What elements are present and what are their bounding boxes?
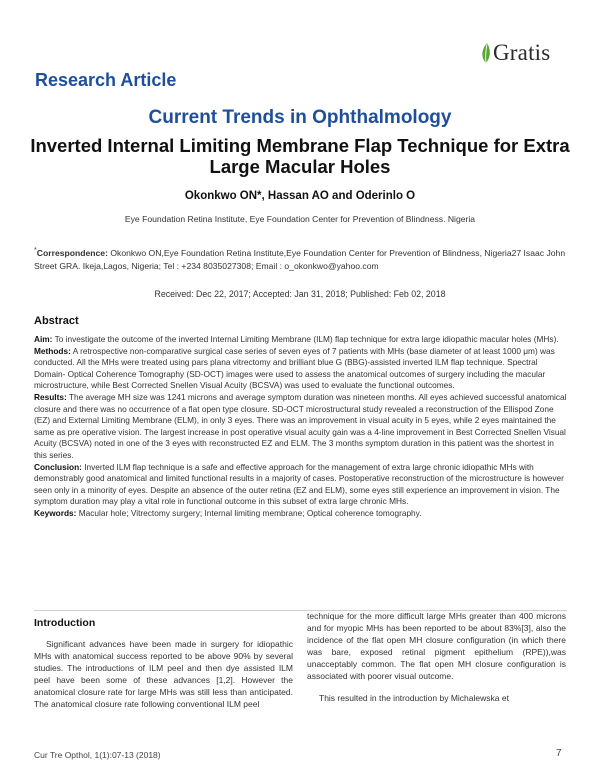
methods-text: A retrospective non-comparative surgical case series of seven eyes of 7 patients with MHs (base diameter of at least 1000 μm) was conducted. All the MHs were treated using pars plana vitrectomy and brilliant blue G (BBG)-assisted inverted ILM flap technique. Spectral Domain- Optical Coherence Tomography (SD-OCT) images were used to assess the anatomical outcomes of surgery including the macular microstructure, while Best Corrected Snellen Visual Acuity (BCSVA) was used to evaluate the functional outcomes. [34,345,555,391]
footer-citation: Cur Tre Opthol, 1(1):07-13 (2018) [34,750,161,760]
abstract-keywords [34,508,568,520]
authors: Okonkwo ON*, Hassan AO and Oderinlo O [184,190,416,202]
results-label: Results: [34,391,67,402]
introduction-heading: Introduction [34,617,96,629]
results-text: The average MH size was 1241 microns and average symptom duration was nineteen months. All eyes achieved successful anatomical closure and there was no occurrence of a flat open type closure. SD-OCT microstructural study revealed a reconstruction of the Ellispod Zone (EZ) and External Limiting Membrane (ELM), in only 3 eyes. There was an improvement in visual acuity in 5 eyes, while 2 eyes maintained the same as pre operative vision. The largest increase in post operative visual acuity gain was a 4-line improvement in Best Corrected Snellen Visual Acuity (BCSVA) noted in one of the 3 eyes with reconstructed EZ and ELM. The 3 months symptom duration in this patient was the shortest in this series. [34,391,567,460]
affiliation: Eye Foundation Retina Institute, Eye Foundation Center for Prevention of Blindness. Nigeria [124,214,476,224]
abstract-conclusion [34,462,568,508]
abstract-aim [34,334,568,346]
logo-text: Gratis [493,40,551,65]
conclusion-text: Inverted ILM flap technique is a safe and effective approach for the management of extra large chronic idiopathic MHs with demonstrably good anatomical and limited functional results in a majority of cases. Postoperative reconstruction of the microstructure is however seen only in a minority of eyes. Despite an absence of the outer retina (EZ and ELM), some eyes still experience an improvement in vision. The symptom duration may play a vital role in functional outcome in this subset of extra large chronic MHs. [34,461,564,507]
abstract-body [34,334,568,520]
article-type: Research Article [35,70,177,90]
abstract-heading: Abstract [34,315,79,327]
introduction-column-2 [307,610,566,704]
keywords-label: Keywords: [34,507,77,518]
conclusion-label: Conclusion: [34,461,82,472]
paper-title: Inverted Internal Limiting Membrane Flap Technique for Extra Large Macular Holes [30,135,570,177]
methods-label: Methods: [34,345,71,356]
correspondence-label: Correspondence: [36,247,108,258]
aim-label: Aim: [34,334,53,344]
aim-text: To investigate the outcome of the inverted Internal Limiting Membrane (ILM) flap technique for extra large idiopathic macular holes (MHs). [52,334,559,344]
introduction-column-1: Significant advances have been made in surgery for idiopathic MHs with anatomical success reported to be above 90% by several studies. The introductions of ILM peel and then dye assisted ILM peel have been some of these advances [1,2]. However the anatomical closure rate for large MHs was still less than anticipated. The anatomical closure rate following conventional ILM peel [34,639,293,709]
keywords-text: Macular hole; Vitrectomy surgery; Internal limiting membrane; Optical coherence tomography. [76,507,422,518]
correspondence-text: Okonkwo ON,Eye Foundation Retina Institute,Eye Foundation Center for Prevention of Blindness, Nigeria27 Isaac John Street GRA. Ikeja,Lagos, Nigeria; Tel : +234 8035027308; Email : o_okonkwo@yahoo.com [34,247,566,271]
page-number: 7 [556,748,562,759]
introduction-column-2-paragraph-2: This resulted in the introduction by Michalewska et [319,693,509,703]
journal-name: Current Trends in Ophthalmology [148,107,452,128]
introduction-column-2-paragraph-1: technique for the more difficult large MHs greater than 400 microns and for myopic MHs has been reported to be about 83%[3], also the incidence of the flat open MH closure configuration (in which there was bare, exposed retinal pigment epithelium (RPE)),was unacceptably common. The flat open MH closure configuration is associated with poorer visual outcome. [307,611,566,681]
abstract-methods [34,346,568,392]
leaf-icon [480,42,492,64]
correspondence-marker: * [34,246,37,254]
publisher-logo [480,40,550,66]
publication-dates: Received: Dec 22, 2017; Accepted: Jan 31, 2018; Published: Feb 02, 2018 [154,289,446,299]
abstract-results [34,392,568,462]
correspondence [34,244,569,273]
